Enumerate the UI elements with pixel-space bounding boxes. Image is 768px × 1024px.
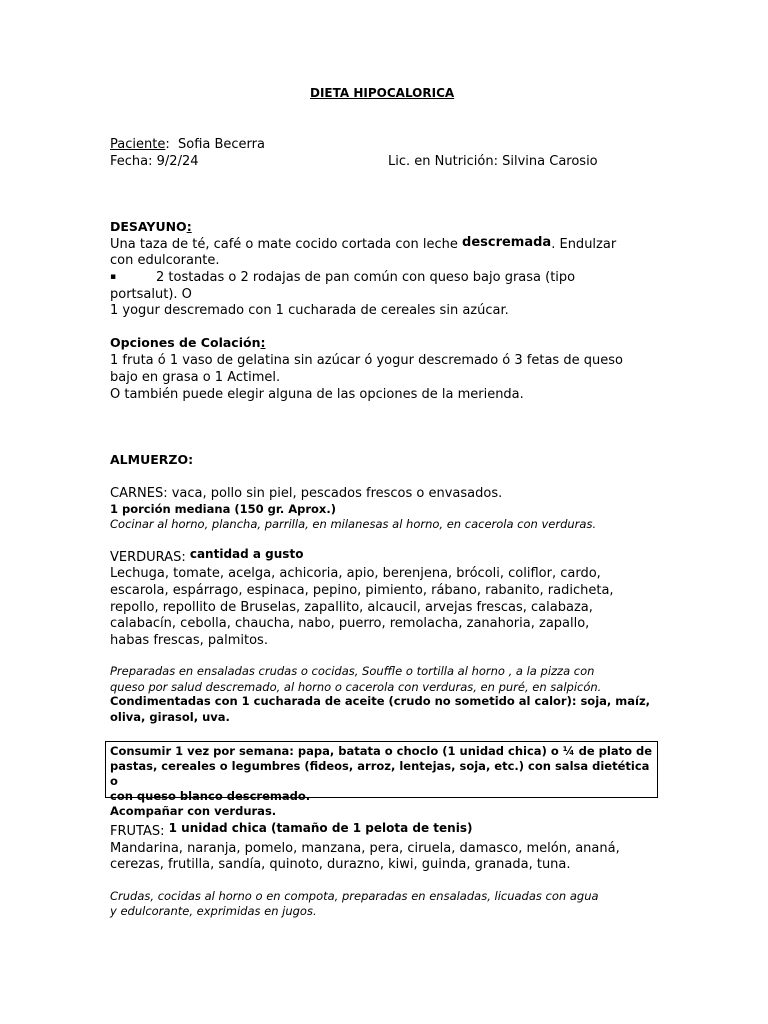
breakfast-line-4: portsalut). O: [110, 287, 192, 302]
patient-label: Paciente: [110, 137, 166, 152]
patient-name: Sofia Becerra: [177, 137, 265, 152]
patient-line: [110, 137, 265, 154]
vegetables-prep-2: queso por salud descremado, al horno o cacerola con verduras, en puré, en salpicón.: [110, 680, 602, 694]
box-line-1: Consumir 1 vez por semana: papa, batata o choclo (1 unidad chica) o ¼ de plato de: [110, 744, 653, 758]
snack-line-1: 1 fruta ó 1 vaso de gelatina sin azúcar ó yogur descremado ó 3 fetas de queso: [110, 353, 623, 368]
breakfast-bullet-text: 2 tostadas o 2 rodajas de pan común con queso bajo grasa (tipo: [156, 270, 576, 285]
vegetables-cond-2: oliva, girasol, uva.: [110, 710, 230, 724]
fruits-prep-1: Crudas, cocidas al horno o en compota, preparadas en ensaladas, licuadas con agua: [110, 889, 599, 903]
vegetables-line-3: repollo, repollito de Bruselas, zapallito, alcaucil, arvejas frescas, calabaza,: [110, 600, 593, 615]
breakfast-line-1b: . Endulzar: [551, 237, 617, 252]
vegetables-prep-1: Preparadas en ensaladas crudas o cocidas, Souffle o tortilla al horno , a la pizza con: [110, 664, 595, 678]
snack-header-colon: :: [260, 335, 266, 350]
weekly-consumption-box: [105, 741, 658, 818]
snack-line-2: bajo en grasa o 1 Actimel.: [110, 370, 281, 385]
snack-line-3: O también puede elegir alguna de las opciones de la merienda.: [110, 387, 524, 402]
snack-header: [110, 335, 265, 350]
vegetables-line-2: escarola, espárrago, espinaca, pepino, pimiento, rábano, rabanito, radicheta,: [110, 583, 614, 598]
fruits-prep-2: y edulcorante, exprimidas en jugos.: [110, 904, 317, 918]
bullet-icon: ▪: [110, 272, 117, 282]
meat-line: CARNES: vaca, pollo sin piel, pescados frescos o envasados.: [110, 486, 503, 501]
snack-header-text: Opciones de Colación: [110, 335, 261, 350]
box-line-4: Acompañar con verduras.: [110, 804, 277, 818]
breakfast-header-text: DESAYUNO: [110, 219, 187, 234]
vegetables-line-4: calabacín, cebolla, chaucha, nabo, puerro, remolacha, zanahoria, zapallo,: [110, 616, 590, 631]
breakfast-bullet-line: [110, 270, 658, 288]
vegetables-line-5: habas frescas, palmitos.: [110, 633, 268, 648]
box-line-3: con queso blanco descremado.: [110, 789, 311, 803]
patient-colon: :: [165, 137, 170, 152]
vegetables-qty: cantidad a gusto: [189, 547, 304, 561]
breakfast-line-2: con edulcorante.: [110, 253, 220, 268]
document-title: DIETA HIPOCALORICA: [310, 86, 455, 100]
fruits-line-2: cerezas, frutilla, sandía, quinoto, durazno, kiwi, guinda, granada, tuna.: [110, 857, 571, 872]
date-label: Fecha:: [110, 154, 153, 169]
vegetables-cond-1: Condimentadas con 1 cucharada de aceite (crudo no sometido al calor): soja, maíz,: [110, 694, 651, 708]
fruits-line-1: Mandarina, naranja, pomelo, manzana, pera, ciruela, damasco, melón, ananá,: [110, 841, 620, 856]
breakfast-skim: descremada: [462, 235, 552, 250]
fruits-label: FRUTAS:: [110, 824, 165, 839]
fruits-label-line: [110, 823, 472, 841]
vegetables-line-1: Lechuga, tomate, acelga, achicoria, apio, berenjena, brócoli, coliflor, cardo,: [110, 566, 601, 581]
breakfast-line-5: 1 yogur descremado con 1 cucharada de cereales sin azúcar.: [110, 303, 509, 318]
nutritionist: Lic. en Nutrición: Silvina Carosio: [388, 154, 598, 169]
box-line-2: pastas, cereales o legumbres (fideos, arroz, lentejas, soja, etc.) con salsa dietética o: [110, 759, 650, 788]
meat-portion: 1 porción mediana (150 gr. Aprox.): [110, 502, 336, 516]
vegetables-label: VERDURAS:: [110, 550, 186, 565]
date-value: 9/2/24: [156, 154, 199, 169]
date-line: [110, 154, 198, 171]
breakfast-header: [110, 219, 192, 234]
fruits-qty: 1 unidad chica (tamaño de 1 pelota de tenis): [168, 821, 473, 835]
breakfast-header-colon: :: [186, 219, 192, 234]
breakfast-line-1: [110, 237, 658, 254]
vegetables-label-line: [110, 549, 303, 567]
meat-cooking: Cocinar al horno, plancha, parrilla, en milanesas al horno, en cacerola con verduras.: [110, 517, 597, 531]
breakfast-line-1a: Una taza de té, café o mate cocido cortada con leche: [110, 237, 458, 252]
lunch-header: ALMUERZO:: [110, 452, 194, 467]
